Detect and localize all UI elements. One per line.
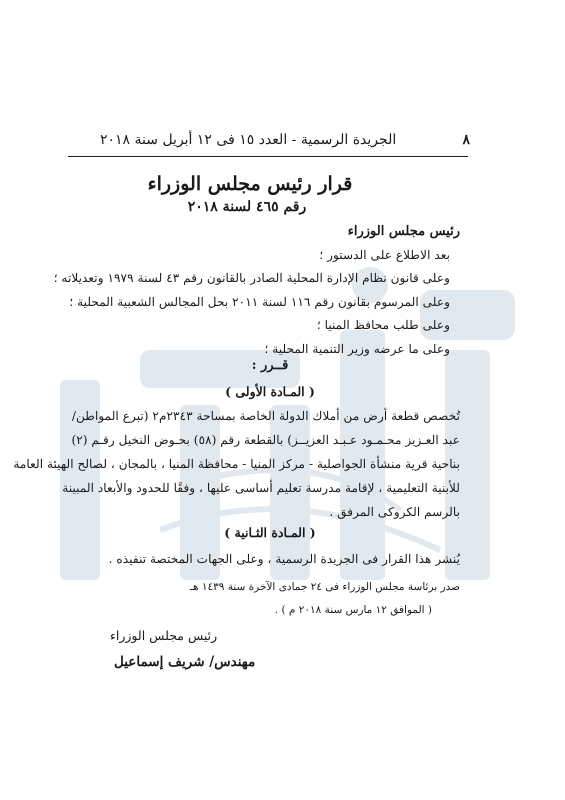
issued-date-gregorian: ( الموافق ١٢ مارس سنة ٢٠١٨ م ) . (274, 604, 432, 616)
decision-word: قــرر : (251, 358, 289, 373)
article-2-line: يُنشر هذا القرار فى الجريدة الرسمية ، وعلى الجهات المختصة تنفيذه . (108, 552, 460, 566)
preamble (53, 220, 460, 362)
article-1-line: عبد العـزيز محـمـود عـبـد العزيــز) بالقطعة رقم (٥٨) بحـوض النخيل رقـم (٢) (71, 433, 460, 447)
header-rule (68, 156, 468, 157)
signature-name: مهندس/ شريف إسماعيل (114, 654, 256, 670)
article-2-body (100, 548, 460, 570)
preamble-line: وعلى ما عرضه وزير التنمية المحلية ؛ (264, 341, 450, 356)
preamble-line: وعلى طلب محافظ المنيا ؛ (316, 318, 450, 333)
decree-number: رقم ٤٦٥ لسنة ٢٠١٨ (187, 199, 307, 215)
article-1-line: تُخصص قطعة أرض من أملاك الدولة الخاصة بمساحة ٢٣٤٣م٢ (تبرع المواطن/ (71, 409, 460, 423)
article-1-line: بناحية قرية منشأة الجواصلية - مركز المنيا - محافظة المنيا ، بالمجان ، لصالح الهيئة العامة (13, 457, 460, 471)
issued-block (100, 576, 460, 622)
running-title: الجريدة الرسمية - العدد ١٥ فى ١٢ أبريل سنة ٢٠١٨ (100, 132, 397, 148)
signature-title: رئيس مجلس الوزراء (110, 628, 218, 643)
article-1-body (13, 404, 460, 524)
running-header (70, 132, 470, 154)
preamble-line: بعد الاطلاع على الدستور ؛ (319, 247, 450, 262)
issuer-line: رئيس مجلس الوزراء (347, 224, 460, 239)
article-1-line: للأبنية التعليمية ، لإقامة مدرسة تعليم أساسى عليها ، وفقًا للحدود والأبعاد المبينة (62, 481, 460, 495)
article-1-line: بالرسم الكروكى المرفق . (329, 505, 460, 519)
preamble-line: وعلى قانون نظام الإدارة المحلية الصادر بالقانون رقم ٤٣ لسنة ١٩٧٩ وتعديلاته ؛ (53, 271, 450, 286)
preamble-line: وعلى المرسوم بقانون رقم ١١٦ لسنة ٢٠١١ بحل المجالس الشعبية المحلية ؛ (69, 294, 450, 309)
article-2-heading: ( المـادة الثـانية ) (224, 525, 316, 540)
article-1-heading: ( المـادة الأولى ) (225, 384, 315, 399)
page-number: ٨ (462, 132, 470, 148)
decree-title: قرار رئيس مجلس الوزراء (147, 173, 353, 195)
issued-date-hijri: صدر برئاسة مجلس الوزراء فى ٢٤ جمادى الآخرة سنة ١٤٣٩ هـ (189, 581, 460, 593)
